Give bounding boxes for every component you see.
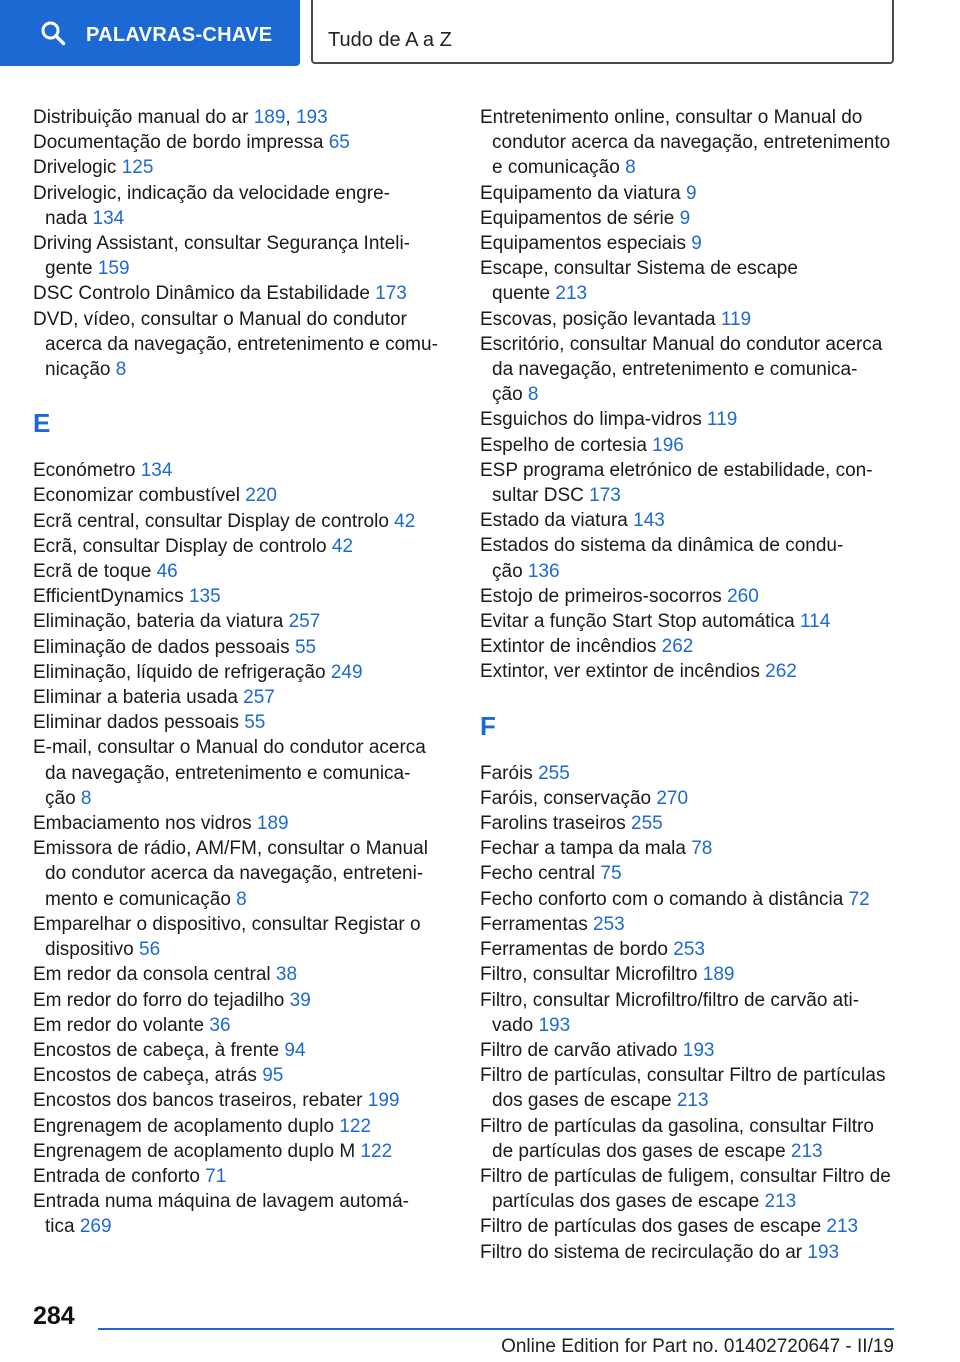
- index-entry-text: Equipamentos especiais: [480, 233, 692, 255]
- index-entry-text: Entrada numa máquina de lavagem automá-: [33, 1191, 410, 1213]
- index-entry-text: da navegação, entretenimento e comunica-: [492, 359, 858, 381]
- page-link[interactable]: 71: [205, 1165, 227, 1187]
- index-entry: [33, 1063, 453, 1088]
- index-entry-text: Esguichos do limpa-vidros: [480, 409, 708, 431]
- index-entry-text: de partículas dos gases de escape: [492, 1140, 791, 1162]
- page-link[interactable]: 122: [339, 1115, 372, 1137]
- index-entry-text: Filtro do sistema de recirculação do ar: [480, 1241, 808, 1263]
- page-link[interactable]: 119: [707, 409, 738, 431]
- index-entry: [480, 988, 900, 1038]
- index-entry-text: Estado da viatura: [480, 510, 634, 532]
- index-column-left: [33, 105, 453, 1240]
- index-entry: [480, 105, 900, 181]
- index-entry: [480, 206, 900, 231]
- index-entry-text: quente: [492, 283, 556, 305]
- index-entry-text: Farolins traseiros: [480, 813, 631, 835]
- index-entry: [33, 155, 453, 180]
- page-link[interactable]: 213: [676, 1090, 709, 1112]
- index-entry-text: Extintor de incêndios: [480, 636, 662, 658]
- a-to-z-tab-label: Tudo de A a Z: [328, 29, 452, 51]
- page-link[interactable]: 8: [115, 359, 127, 381]
- page-link[interactable]: 42: [331, 535, 354, 557]
- page-link[interactable]: 55: [294, 636, 317, 658]
- page-link[interactable]: 196: [652, 434, 684, 456]
- page-link[interactable]: 220: [245, 485, 277, 507]
- index-entry: [33, 1139, 453, 1164]
- index-entry-text: Estados do sistema da dinâmica de condu-: [480, 535, 844, 557]
- page-link[interactable]: 135: [188, 586, 221, 608]
- index-entry-text: da navegação, entretenimento e comunica-: [45, 762, 411, 784]
- index-entry: [480, 761, 900, 786]
- index-entry-text: Entretenimento online, consultar o Manual do: [480, 107, 863, 128]
- index-entry-text: Ecrã de toque: [33, 561, 157, 583]
- index-entry: [480, 1063, 900, 1113]
- keywords-button[interactable]: [0, 0, 300, 66]
- index-entry-text: Em redor do volante: [33, 1014, 210, 1036]
- index-entry: [480, 937, 900, 962]
- index-entry-text: Faróis: [480, 762, 539, 784]
- page-link[interactable]: 65: [328, 132, 350, 154]
- index-entry-text: condutor acerca da navegação, entretenimento: [492, 132, 891, 154]
- index-entry-text: tica: [45, 1216, 80, 1238]
- index-entry: [480, 458, 900, 508]
- page-link[interactable]: 213: [764, 1191, 797, 1213]
- index-entry-text: Extintor, ver extintor de incêndios: [480, 661, 766, 683]
- index-entry-text: Documentação de bordo impressa: [33, 132, 329, 154]
- index-entry-text: Emparelhar o dispositivo, consultar Registar o: [33, 913, 421, 935]
- index-entry-text: Equipamentos de série: [480, 207, 680, 229]
- index-entry: [480, 861, 900, 886]
- page-link[interactable]: 78: [691, 838, 713, 860]
- index-entry: [33, 1038, 453, 1063]
- index-entry: [33, 1114, 453, 1139]
- index-entry-text: dispositivo: [45, 939, 139, 961]
- index-entry: [33, 483, 453, 508]
- index-entry: [33, 1164, 453, 1189]
- index-entry-text: Entrada de conforto: [33, 1165, 206, 1187]
- index-entry-text: Eliminação de dados pessoais: [33, 636, 295, 658]
- page-link[interactable]: 255: [538, 762, 570, 784]
- a-to-z-tab[interactable]: [311, 0, 894, 64]
- index-entry: [480, 307, 900, 332]
- index-entry-text: Em redor da consola central: [33, 964, 276, 986]
- index-entry-text: Filtro de partículas dos gases de escape: [480, 1216, 827, 1238]
- index-entry: [33, 836, 453, 912]
- page-link[interactable]: 173: [375, 283, 407, 305]
- page-link[interactable]: 134: [92, 207, 125, 229]
- index-entry: [33, 1088, 453, 1113]
- index-entry-text: Eliminação, bateria da viatura: [33, 611, 289, 633]
- index-entry: [33, 181, 453, 231]
- page-link[interactable]: 125: [121, 157, 154, 179]
- index-entry: [33, 1189, 453, 1239]
- index-entry-text: ção: [492, 560, 528, 582]
- page-link[interactable]: 8: [236, 888, 247, 910]
- top-navigation: [0, 0, 960, 68]
- page-link[interactable]: 255: [631, 813, 663, 835]
- index-entry-text: Filtro de carvão ativado: [480, 1039, 683, 1061]
- index-entry-text: Engrenagem de acoplamento duplo M: [33, 1140, 361, 1162]
- page-link[interactable]: 193: [682, 1039, 715, 1061]
- index-entry-text: Filtro, consultar Microfiltro/filtro de carvão ati-: [480, 989, 860, 1011]
- index-entry: [33, 509, 453, 534]
- index-entry-text: ção: [492, 384, 528, 406]
- index-entry: [33, 130, 453, 155]
- index-entry-text: nicação: [45, 359, 116, 381]
- page-link[interactable]: 38: [275, 964, 298, 986]
- index-entry-text: Economizar combustível: [33, 485, 246, 507]
- page-link[interactable]: 262: [765, 661, 797, 683]
- index-entry: [480, 433, 900, 458]
- index-entry: [480, 1240, 900, 1265]
- index-entry-text: Eliminar dados pessoais: [33, 712, 245, 734]
- index-entry-text: Em redor do forro do tejadilho: [33, 989, 290, 1011]
- index-entry-text: Faróis, conservação: [480, 787, 657, 809]
- page-link[interactable]: 72: [848, 888, 870, 910]
- index-entry-text: Filtro de partículas de fuligem, consultar Filtro de: [480, 1165, 891, 1187]
- index-entry-text: Embaciamento nos vidros: [33, 813, 257, 835]
- page-number: 284: [33, 1302, 75, 1330]
- index-entry-text: Filtro, consultar Microfiltro: [480, 964, 703, 986]
- index-entry: [480, 836, 900, 861]
- index-entry-text: ção: [45, 787, 81, 809]
- index-entry: [480, 508, 900, 533]
- page-link[interactable]: 8: [625, 157, 636, 179]
- section-letter: E: [33, 408, 51, 439]
- index-entry-text: Ecrã, consultar Display de controlo: [33, 535, 332, 557]
- index-entry-text: Distribuição manual do ar: [33, 107, 254, 128]
- index-entry: [480, 1114, 900, 1164]
- search-icon: [40, 20, 66, 46]
- page-link[interactable]: 189: [702, 964, 735, 986]
- index-entry-text: Espelho de cortesia: [480, 434, 653, 456]
- footer-divider: [98, 1328, 894, 1330]
- index-entry: [33, 660, 453, 685]
- page-link[interactable]: 36: [209, 1014, 231, 1036]
- index-entry-text: do condutor acerca da navegação, entreteni-: [45, 863, 424, 885]
- page-link[interactable]: 193: [807, 1241, 840, 1263]
- index-entry-text: Engrenagem de acoplamento duplo: [33, 1115, 340, 1137]
- index-entry: [33, 609, 453, 634]
- index-entry-text: Fecho conforto com o comando à distância: [480, 888, 849, 910]
- page-link[interactable]: 270: [656, 787, 689, 809]
- index-entry-text: Fecho central: [480, 863, 601, 885]
- index-entry-text: Ferramentas: [480, 913, 593, 935]
- index-entry: [480, 634, 900, 659]
- page-link[interactable]: 260: [727, 585, 759, 607]
- page-link[interactable]: 253: [592, 913, 625, 935]
- page-link[interactable]: 173: [589, 485, 621, 507]
- index-entry-text: gente: [45, 258, 98, 280]
- index-entry-text: Filtro de partículas, consultar Filtro de partículas: [480, 1065, 886, 1087]
- index-entry-text: Emissora de rádio, AM/FM, consultar o Manual: [33, 838, 428, 860]
- index-entry-text: Evitar a função Start Stop automática: [480, 611, 801, 633]
- index-entry-text: E-mail, consultar o Manual do condutor acerca: [33, 737, 426, 759]
- index-entry: [480, 332, 900, 408]
- index-entry: [480, 407, 900, 432]
- page-link[interactable]: 119: [720, 308, 752, 330]
- page-link[interactable]: 122: [360, 1140, 393, 1162]
- index-entry-text: sultar DSC: [492, 485, 590, 507]
- index-entry-text: Driving Assistant, consultar Segurança Inteli-: [33, 233, 411, 255]
- page-link[interactable]: 9: [691, 233, 702, 255]
- index-entry: [33, 559, 453, 584]
- index-entry: [480, 533, 900, 583]
- index-entry-text: dos gases de escape: [492, 1090, 677, 1112]
- index-entry: [33, 105, 453, 130]
- index-entry-text: Económetro: [33, 460, 141, 482]
- page-link[interactable]: 257: [288, 611, 321, 633]
- index-entry-text: Drivelogic, indicação da velocidade engre-: [33, 182, 390, 204]
- page-link[interactable]: 9: [685, 182, 697, 204]
- page-link[interactable]: 134: [140, 460, 173, 482]
- index-entry-text: Eliminação, líquido de refrigeração: [33, 661, 331, 683]
- page-link[interactable]: 143: [633, 510, 665, 532]
- page-link[interactable]: 213: [555, 283, 588, 305]
- index-entry-text: DVD, vídeo, consultar o Manual do condutor: [33, 308, 407, 330]
- page-link[interactable]: 114: [800, 611, 831, 633]
- index-entry-text: Drivelogic: [33, 157, 122, 179]
- page-link[interactable]: 42: [394, 510, 416, 532]
- keywords-button-label: PALAVRAS-CHAVE: [86, 24, 273, 46]
- page-link[interactable]: 136: [527, 560, 560, 582]
- index-entry-text: Ecrã central, consultar Display de controlo: [33, 510, 395, 532]
- index-entry-text: EfficientDynamics: [33, 586, 189, 608]
- page-link[interactable]: 9: [679, 207, 691, 229]
- page-link[interactable]: 189: [253, 107, 286, 128]
- index-entry-text: vado: [492, 1014, 539, 1036]
- index-entry: [480, 181, 900, 206]
- index-entry-text: Equipamento da viatura: [480, 182, 686, 204]
- index-entry: [33, 962, 453, 987]
- page-link[interactable]: 56: [139, 939, 161, 961]
- index-entry-text: Encostos de cabeça, à frente: [33, 1039, 285, 1061]
- page-link[interactable]: 46: [156, 561, 178, 583]
- page-link[interactable]: 253: [673, 939, 705, 961]
- index-column-right: [480, 105, 900, 1265]
- page-link[interactable]: 159: [97, 258, 130, 280]
- index-entry-text: Escape, consultar Sistema de escape: [480, 258, 798, 280]
- index-entry: [480, 1164, 900, 1214]
- index-entry: [480, 811, 900, 836]
- index-entry-text: e comunicação: [492, 157, 626, 179]
- page-link[interactable]: 75: [600, 863, 622, 885]
- index-entry-text: acerca da navegação, entretenimento e comu-: [45, 333, 438, 355]
- page-link[interactable]: 199: [367, 1090, 400, 1112]
- page-separator: ,: [285, 107, 296, 128]
- page-link[interactable]: 257: [243, 687, 275, 709]
- index-entry: [480, 912, 900, 937]
- index-entry: [33, 534, 453, 559]
- page-link[interactable]: 8: [527, 384, 539, 406]
- index-entry-text: partículas dos gases de escape: [492, 1191, 765, 1213]
- edition-info: Online Edition for Part no. 01402720647 - II/19: [501, 1336, 894, 1357]
- page-link[interactable]: 213: [826, 1216, 859, 1238]
- index-entry-text: Fechar a tampa da mala: [480, 838, 692, 860]
- page-link[interactable]: 39: [289, 989, 311, 1011]
- page-link[interactable]: 193: [538, 1014, 571, 1036]
- index-entry: [480, 609, 900, 634]
- page-link[interactable]: 94: [284, 1039, 306, 1061]
- index-entry: [33, 685, 453, 710]
- page-link[interactable]: 55: [244, 712, 266, 734]
- index-entry-text: Encostos de cabeça, atrás: [33, 1065, 263, 1087]
- page-link[interactable]: 213: [790, 1140, 823, 1162]
- index-entry: [480, 1214, 900, 1239]
- index-entry: [33, 912, 453, 962]
- index-entry: [480, 584, 900, 609]
- index-entry: [33, 584, 453, 609]
- index-entry-text: nada: [45, 207, 93, 229]
- index-entry: [33, 281, 453, 306]
- index-entry-text: Eliminar a bateria usada: [33, 687, 244, 709]
- page-link[interactable]: 95: [262, 1065, 284, 1087]
- page-link[interactable]: 8: [80, 787, 92, 809]
- index-entry: [480, 1038, 900, 1063]
- page-link[interactable]: 269: [79, 1216, 112, 1238]
- index-entry-text: DSC Controlo Dinâmico da Estabilidade: [33, 283, 376, 305]
- index-entry: [480, 231, 900, 256]
- index-entry: [33, 1013, 453, 1038]
- index-entry: [33, 231, 453, 281]
- index-entry: [33, 988, 453, 1013]
- index-entry-text: Ferramentas de bordo: [480, 939, 674, 961]
- index-entry: [33, 811, 453, 836]
- index-entry: [33, 635, 453, 660]
- index-entry-text: Escritório, consultar Manual do condutor acerca: [480, 333, 883, 355]
- section-letter: F: [480, 710, 496, 741]
- page-link[interactable]: 262: [661, 636, 694, 658]
- index-entry: [480, 256, 900, 306]
- index-entry-text: Estojo de primeiros-socorros: [480, 585, 728, 607]
- index-entry-text: ESP programa eletrónico de estabilidade, con-: [480, 459, 873, 481]
- index-entry: [480, 887, 900, 912]
- index-entry-text: Encostos dos bancos traseiros, rebater: [33, 1090, 368, 1112]
- page-link[interactable]: 249: [330, 661, 363, 683]
- index-entry: [480, 786, 900, 811]
- index-entry: [33, 735, 453, 811]
- index-entry-text: mento e comunicação: [45, 888, 237, 910]
- index-entry: [480, 659, 900, 684]
- page-link[interactable]: 189: [256, 813, 289, 835]
- index-entry: [33, 307, 453, 383]
- index-entry-text: Filtro de partículas da gasolina, consultar Filtro: [480, 1115, 874, 1137]
- index-entry: [33, 710, 453, 735]
- page-link[interactable]: 193: [295, 107, 328, 128]
- index-entry-text: Escovas, posição levantada: [480, 308, 721, 330]
- index-entry: [480, 962, 900, 987]
- index-entry: [33, 458, 453, 483]
